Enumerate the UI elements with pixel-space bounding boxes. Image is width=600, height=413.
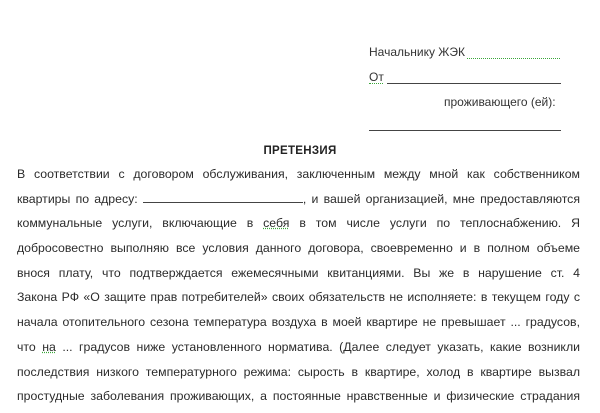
- text-fragment: ... градусов ниже установленного норматива. (Далее следует указать, какие возникли: [55, 339, 580, 354]
- spellcheck-underline: [467, 55, 560, 59]
- from-blank-line: [387, 83, 561, 84]
- body-line: В соответствии с договором обслуживания, заключенным между мной как собственником: [17, 167, 580, 181]
- spellcheck-word: на: [42, 339, 56, 354]
- text-fragment: в том числе услуги по теплоснабжению. Я: [289, 216, 580, 231]
- body-line: Закона РФ «О защите прав потребителей» своих обязательств не исполняете: в текущем году с: [17, 290, 580, 305]
- claim-body: [17, 165, 580, 412]
- body-line: [17, 338, 580, 363]
- spellcheck-word: себя: [263, 216, 290, 231]
- body-line: [17, 190, 580, 215]
- body-line: последствия низкого температурного режима: сырость в квартире, холод в квартире вызвал: [17, 364, 580, 379]
- document-title: ПРЕТЕНЗИЯ: [263, 145, 337, 157]
- address-blank-line: [369, 130, 561, 131]
- body-line: [17, 214, 580, 239]
- text-fragment: коммунальные услуги, включающие в: [17, 216, 264, 231]
- residing-label: проживающего (ей):: [444, 95, 556, 109]
- text-fragment: , и вашей организацией, мне предоставляются: [302, 191, 580, 206]
- recipient-label: Начальнику ЖЭК: [369, 45, 465, 59]
- text-fragment: квартиры по адресу:: [17, 191, 143, 206]
- body-line: начала отопительного сезона температура воздуха в моей квартире не превышает ... градусов,: [17, 315, 580, 330]
- from-label: От: [369, 70, 384, 84]
- body-line: внося плату, что подтверждается ежемесячными квитанциями. Вы же в нарушение ст. 4: [17, 265, 580, 280]
- text-fragment: что: [17, 339, 43, 354]
- body-line: добросовестно выполняю все условия данного договора, своевременно и в полном объеме: [17, 241, 580, 256]
- spellcheck-underline: [369, 80, 383, 84]
- body-line: простудные заболевания проживающих, а постоянные нравственные и физические страдания: [17, 389, 580, 404]
- address-blank: [143, 190, 303, 203]
